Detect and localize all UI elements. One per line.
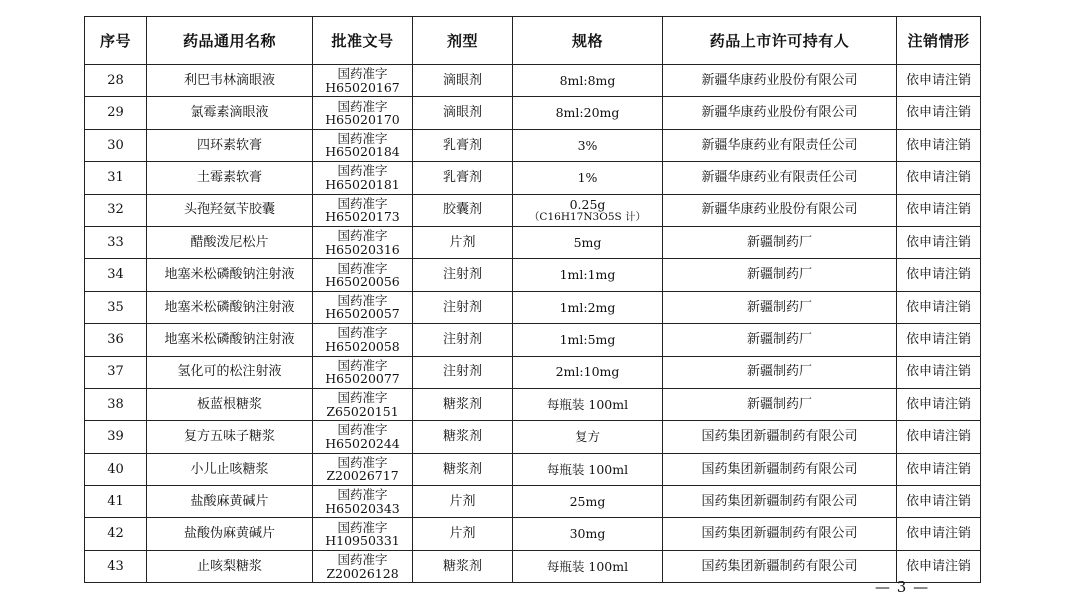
cell-approval-number xyxy=(313,324,413,356)
cell-approval-number xyxy=(313,226,413,258)
cell-approval-number xyxy=(313,129,413,161)
cell-dosage-form: 糖浆剂 xyxy=(413,388,513,420)
approval-code: Z65020151 xyxy=(326,403,399,419)
cell-dosage-form: 片剂 xyxy=(413,518,513,550)
table-row xyxy=(85,129,981,161)
cell-license-holder: 新疆华康药业股份有限公司 xyxy=(663,65,897,97)
spec-value: 每瓶装 100ml xyxy=(546,558,629,574)
cell-drug-name: 止咳梨糖浆 xyxy=(147,550,313,582)
cell-specification xyxy=(513,550,663,582)
approval-prefix: 国药准字 xyxy=(337,66,388,82)
cell-drug-name: 地塞米松磷酸钠注射液 xyxy=(147,259,313,291)
table-row xyxy=(85,453,981,485)
spec-value: 8ml:8mg xyxy=(559,72,616,88)
cell-dosage-form: 滴眼剂 xyxy=(413,65,513,97)
cell-specification xyxy=(513,453,663,485)
cell-dosage-form: 注射剂 xyxy=(413,356,513,388)
cell-license-holder: 新疆华康药业有限责任公司 xyxy=(663,162,897,194)
cell-dosage-form: 乳膏剂 xyxy=(413,129,513,161)
cell-specification xyxy=(513,486,663,518)
cell-serial: 41 xyxy=(85,486,147,518)
cell-serial: 43 xyxy=(85,550,147,582)
cell-approval-number xyxy=(313,356,413,388)
cell-dosage-form: 注射剂 xyxy=(413,291,513,323)
cell-license-holder: 国药集团新疆制药有限公司 xyxy=(663,421,897,453)
table-row xyxy=(85,356,981,388)
spec-value: 1ml:2mg xyxy=(559,299,616,315)
cell-license-holder: 国药集团新疆制药有限公司 xyxy=(663,453,897,485)
header-cancellation-type: 注销情形 xyxy=(897,17,981,65)
cell-dosage-form: 糖浆剂 xyxy=(413,453,513,485)
cell-serial: 36 xyxy=(85,324,147,356)
approval-code: H65020181 xyxy=(325,176,400,192)
cell-serial: 34 xyxy=(85,259,147,291)
cell-drug-name: 头孢羟氨苄胶囊 xyxy=(147,194,313,226)
table-row xyxy=(85,291,981,323)
table-row xyxy=(85,324,981,356)
cell-cancellation-type: 依申请注销 xyxy=(897,226,981,258)
cell-dosage-form: 滴眼剂 xyxy=(413,97,513,129)
cell-specification xyxy=(513,518,663,550)
approval-prefix: 国药准字 xyxy=(337,260,388,276)
cell-drug-name: 氢化可的松注射液 xyxy=(147,356,313,388)
cell-serial: 39 xyxy=(85,421,147,453)
cell-drug-name: 四环素软膏 xyxy=(147,129,313,161)
approval-prefix: 国药准字 xyxy=(337,454,388,470)
cell-cancellation-type: 依申请注销 xyxy=(897,291,981,323)
cell-serial: 42 xyxy=(85,518,147,550)
approval-prefix: 国药准字 xyxy=(337,487,388,503)
spec-value: 1ml:1mg xyxy=(559,267,616,283)
cell-license-holder: 新疆制药厂 xyxy=(663,388,897,420)
approval-code: H65020077 xyxy=(325,371,400,387)
header-serial: 序号 xyxy=(85,17,147,65)
approval-prefix: 国药准字 xyxy=(337,130,388,146)
table-header xyxy=(85,17,981,65)
cell-specification xyxy=(513,388,663,420)
approval-prefix: 国药准字 xyxy=(337,292,388,308)
cell-approval-number xyxy=(313,291,413,323)
approval-prefix: 国药准字 xyxy=(337,163,388,179)
cell-drug-name: 板蓝根糖浆 xyxy=(147,388,313,420)
cell-license-holder: 新疆制药厂 xyxy=(663,291,897,323)
approval-prefix: 国药准字 xyxy=(337,98,388,114)
cell-drug-name: 地塞米松磷酸钠注射液 xyxy=(147,291,313,323)
approval-prefix: 国药准字 xyxy=(337,552,388,568)
cell-serial: 29 xyxy=(85,97,147,129)
cell-serial: 32 xyxy=(85,194,147,226)
cell-cancellation-type: 依申请注销 xyxy=(897,97,981,129)
table-row xyxy=(85,226,981,258)
spec-value: 1ml:5mg xyxy=(559,332,616,348)
approval-prefix: 国药准字 xyxy=(337,195,388,211)
page-number: — 3 — xyxy=(875,578,930,596)
header-approval-number: 批准文号 xyxy=(313,17,413,65)
cell-dosage-form: 糖浆剂 xyxy=(413,550,513,582)
spec-value: 3% xyxy=(577,137,598,153)
cell-approval-number xyxy=(313,194,413,226)
cell-license-holder: 新疆制药厂 xyxy=(663,324,897,356)
spec-value: 0.25g xyxy=(569,196,606,212)
cell-cancellation-type: 依申请注销 xyxy=(897,129,981,161)
table-row xyxy=(85,162,981,194)
cell-specification xyxy=(513,194,663,226)
approval-code: H65020343 xyxy=(325,500,400,516)
approval-code: H65020170 xyxy=(325,112,400,128)
spec-value: 2ml:10mg xyxy=(555,364,620,380)
table-row xyxy=(85,518,981,550)
table-row xyxy=(85,65,981,97)
cell-cancellation-type: 依申请注销 xyxy=(897,421,981,453)
cell-license-holder: 新疆制药厂 xyxy=(663,356,897,388)
approval-code: H65020058 xyxy=(325,338,400,354)
cell-cancellation-type: 依申请注销 xyxy=(897,356,981,388)
cell-license-holder: 新疆华康药业股份有限公司 xyxy=(663,194,897,226)
spec-value: 30mg xyxy=(569,526,606,542)
cell-license-holder: 国药集团新疆制药有限公司 xyxy=(663,486,897,518)
cell-specification xyxy=(513,97,663,129)
cell-cancellation-type: 依申请注销 xyxy=(897,550,981,582)
approval-prefix: 国药准字 xyxy=(337,228,388,244)
cell-specification xyxy=(513,162,663,194)
approval-prefix: 国药准字 xyxy=(337,422,388,438)
cell-approval-number xyxy=(313,259,413,291)
cell-drug-name: 利巴韦林滴眼液 xyxy=(147,65,313,97)
approval-code: H65020056 xyxy=(325,274,400,290)
cell-approval-number xyxy=(313,486,413,518)
cell-specification xyxy=(513,259,663,291)
approval-prefix: 国药准字 xyxy=(337,390,388,406)
approval-code: H65020184 xyxy=(325,144,400,160)
header-dosage-form: 剂型 xyxy=(413,17,513,65)
cell-drug-name: 盐酸麻黄碱片 xyxy=(147,486,313,518)
cell-specification xyxy=(513,324,663,356)
cell-dosage-form: 乳膏剂 xyxy=(413,162,513,194)
approval-code: H10950331 xyxy=(325,533,400,549)
drug-cancellation-table xyxy=(84,16,981,583)
cell-dosage-form: 注射剂 xyxy=(413,324,513,356)
cell-approval-number xyxy=(313,65,413,97)
cell-drug-name: 氯霉素滴眼液 xyxy=(147,97,313,129)
table-body xyxy=(85,65,981,583)
table-row xyxy=(85,259,981,291)
cell-cancellation-type: 依申请注销 xyxy=(897,324,981,356)
approval-prefix: 国药准字 xyxy=(337,325,388,341)
cell-specification xyxy=(513,421,663,453)
approval-prefix: 国药准字 xyxy=(337,357,388,373)
cell-specification xyxy=(513,356,663,388)
spec-value: 每瓶装 100ml xyxy=(546,396,629,412)
table-row xyxy=(85,388,981,420)
cell-serial: 33 xyxy=(85,226,147,258)
cell-cancellation-type: 依申请注销 xyxy=(897,259,981,291)
cell-license-holder: 新疆制药厂 xyxy=(663,259,897,291)
approval-prefix: 国药准字 xyxy=(337,519,388,535)
cell-specification xyxy=(513,65,663,97)
cell-approval-number xyxy=(313,453,413,485)
header-license-holder: 药品上市许可持有人 xyxy=(663,17,897,65)
cell-dosage-form: 片剂 xyxy=(413,226,513,258)
cell-serial: 38 xyxy=(85,388,147,420)
approval-code: H65020316 xyxy=(325,241,400,257)
cell-approval-number xyxy=(313,421,413,453)
cell-approval-number xyxy=(313,162,413,194)
table-row xyxy=(85,486,981,518)
cell-cancellation-type: 依申请注销 xyxy=(897,194,981,226)
cell-serial: 30 xyxy=(85,129,147,161)
spec-note: （C16H17N3O5S 计） xyxy=(528,211,647,223)
approval-code: H65020057 xyxy=(325,306,400,322)
cell-license-holder: 新疆华康药业有限责任公司 xyxy=(663,129,897,161)
header-drug-name: 药品通用名称 xyxy=(147,17,313,65)
cell-approval-number xyxy=(313,388,413,420)
approval-code: H65020173 xyxy=(325,209,400,225)
cell-drug-name: 小儿止咳糖浆 xyxy=(147,453,313,485)
approval-code: H65020167 xyxy=(325,79,400,95)
spec-value: 每瓶装 100ml xyxy=(546,461,629,477)
cell-license-holder: 新疆制药厂 xyxy=(663,226,897,258)
cell-license-holder: 国药集团新疆制药有限公司 xyxy=(663,518,897,550)
cell-dosage-form: 胶囊剂 xyxy=(413,194,513,226)
cell-drug-name: 复方五味子糖浆 xyxy=(147,421,313,453)
cell-specification xyxy=(513,226,663,258)
cell-license-holder: 新疆华康药业股份有限公司 xyxy=(663,97,897,129)
header-specification: 规格 xyxy=(513,17,663,65)
cell-cancellation-type: 依申请注销 xyxy=(897,162,981,194)
cell-cancellation-type: 依申请注销 xyxy=(897,453,981,485)
table-row xyxy=(85,97,981,129)
table-row xyxy=(85,194,981,226)
approval-code: H65020244 xyxy=(325,435,400,451)
spec-value: 25mg xyxy=(569,494,606,510)
approval-code: Z20026128 xyxy=(326,565,399,581)
cell-drug-name: 土霉素软膏 xyxy=(147,162,313,194)
cell-drug-name: 地塞米松磷酸钠注射液 xyxy=(147,324,313,356)
cell-serial: 37 xyxy=(85,356,147,388)
spec-value: 8ml:20mg xyxy=(555,105,620,121)
cell-license-holder: 国药集团新疆制药有限公司 xyxy=(663,550,897,582)
cell-drug-name: 醋酸泼尼松片 xyxy=(147,226,313,258)
cell-approval-number xyxy=(313,97,413,129)
cell-cancellation-type: 依申请注销 xyxy=(897,65,981,97)
cell-specification xyxy=(513,129,663,161)
spec-value: 1% xyxy=(577,170,598,186)
table-row xyxy=(85,421,981,453)
cell-dosage-form: 片剂 xyxy=(413,486,513,518)
cell-approval-number xyxy=(313,550,413,582)
cell-serial: 35 xyxy=(85,291,147,323)
approval-code: Z20026717 xyxy=(326,468,399,484)
cell-cancellation-type: 依申请注销 xyxy=(897,388,981,420)
table-row xyxy=(85,550,981,582)
cell-cancellation-type: 依申请注销 xyxy=(897,518,981,550)
cell-serial: 31 xyxy=(85,162,147,194)
cell-approval-number xyxy=(313,518,413,550)
spec-value: 5mg xyxy=(573,234,602,250)
cell-serial: 28 xyxy=(85,65,147,97)
cell-cancellation-type: 依申请注销 xyxy=(897,486,981,518)
cell-serial: 40 xyxy=(85,453,147,485)
spec-value: 复方 xyxy=(574,429,600,445)
cell-dosage-form: 注射剂 xyxy=(413,259,513,291)
cell-specification xyxy=(513,291,663,323)
cell-dosage-form: 糖浆剂 xyxy=(413,421,513,453)
cell-drug-name: 盐酸伪麻黄碱片 xyxy=(147,518,313,550)
